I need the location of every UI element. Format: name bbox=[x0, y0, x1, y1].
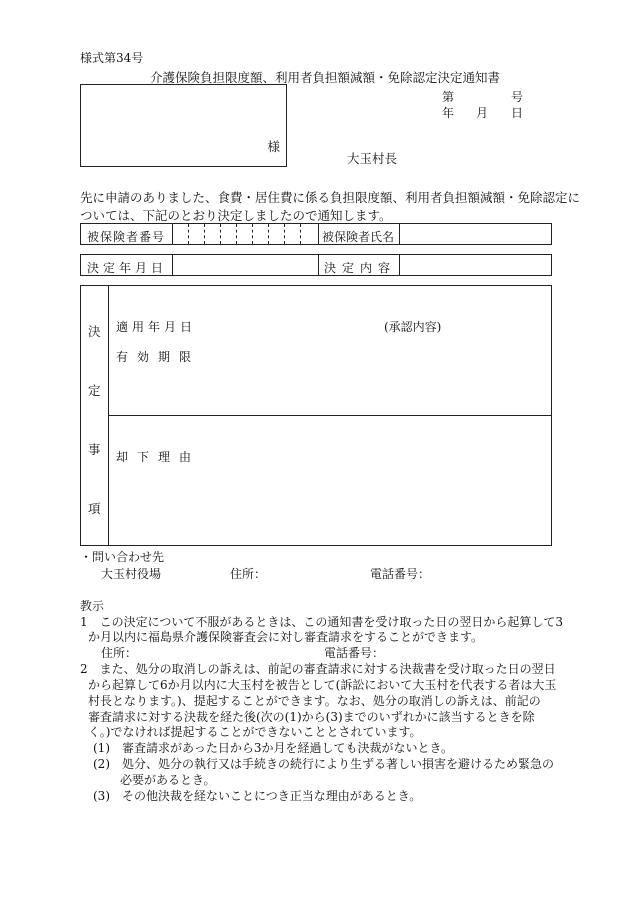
instruction-sub2-line1: (2) 処分、処分の執行又は手続きの続行により生ずる著しい損害を避けるため緊急の bbox=[93, 757, 555, 771]
insured-name-label: 被保険者氏名 bbox=[322, 230, 395, 244]
doc-date-year: 年 bbox=[442, 106, 455, 120]
inquiry-heading: ・問い合わせ先 bbox=[80, 550, 165, 564]
doc-number-go: 号 bbox=[511, 90, 524, 104]
inquiry-office: 大玉村役場 bbox=[101, 567, 162, 581]
doc-date-month: 月 bbox=[476, 106, 489, 120]
doc-date-day: 日 bbox=[511, 106, 524, 120]
instruction-item1-phone: 電話番号： bbox=[324, 646, 385, 660]
instruction-item1-line1: 1 この決定について不服があるときは、この通知書を受け取った日の翌日から起算して3 bbox=[80, 615, 564, 629]
instruction-sub3: (3) その他決裁を経ないことにつき正当な理由があるとき。 bbox=[93, 789, 422, 803]
document-title: 介護保険負担限度額、利用者負担額減額・免除認定決定通知書 bbox=[150, 70, 501, 85]
inquiry-phone-label: 電話番号： bbox=[370, 567, 431, 581]
insured-number-label: 被保険者番号 bbox=[87, 230, 166, 244]
decision-row bbox=[80, 254, 552, 276]
instruction-sub1: (1) 審査請求があった日から3か月を経過しても決裁がないとき。 bbox=[93, 741, 454, 755]
decision-divider bbox=[108, 415, 551, 416]
side-char-4: 項 bbox=[88, 501, 101, 516]
form-number: 様式第34号 bbox=[80, 51, 144, 65]
recipient-suffix: 様 bbox=[267, 139, 280, 154]
side-char-1: 決 bbox=[88, 324, 101, 339]
inquiry-address-label: 住所： bbox=[230, 567, 267, 581]
instruction-item2-line3: 村長となります。)、提起することができます。なお、処分の取消しの訴えは、前記の bbox=[88, 694, 541, 708]
doc-number-dai: 第 bbox=[442, 90, 455, 104]
approval-content-label: (承認内容) bbox=[384, 320, 442, 334]
instruction-heading: 教示 bbox=[80, 599, 105, 613]
intro-line-2: ついては、下記のとおり決定しましたので通知します。 bbox=[80, 208, 392, 223]
side-char-2: 定 bbox=[88, 383, 101, 398]
intro-line-1: 先に申請のありました、食費・居住費に係る負担限度額、利用者負担額減額・免除認定に bbox=[80, 190, 581, 205]
insured-row bbox=[80, 223, 552, 245]
instruction-item1-line2: か月以内に福島県介護保険審査会に対し審査請求をすることができます。 bbox=[88, 630, 484, 644]
recipient-box bbox=[80, 84, 287, 167]
instruction-item1-address: 住所： bbox=[101, 646, 138, 660]
decision-matters-box bbox=[80, 285, 552, 546]
instruction-item2-line1: 2 また、処分の取消しの訴えは、前記の審査請求に対する決裁書を受け取った日の翌日 bbox=[80, 662, 556, 676]
decision-date-label: 決定年月日 bbox=[87, 261, 168, 275]
valid-period-label: 有効期限 bbox=[116, 350, 201, 364]
rejection-reason-label: 却下理由 bbox=[116, 450, 201, 464]
decision-content-label: 決定内容 bbox=[324, 261, 397, 275]
instruction-item2-line5: く。)でなければ提起することができないこととされています。 bbox=[88, 725, 422, 739]
issuer: 大玉村長 bbox=[347, 151, 398, 166]
apply-date-label: 適用年月日 bbox=[116, 320, 197, 334]
instruction-item2-line4: 審査請求に対する決裁を経た後(次の(1)から(3)までのいずれかに該当するときを除 bbox=[88, 710, 535, 724]
side-char-3: 事 bbox=[88, 442, 101, 457]
instruction-item2-line2: から起算して6か月以内に大玉村を被告として(訴訟において大玉村を代表する者は大玉 bbox=[88, 678, 557, 692]
instruction-sub2-line2: 必要があるとき。 bbox=[120, 773, 216, 787]
